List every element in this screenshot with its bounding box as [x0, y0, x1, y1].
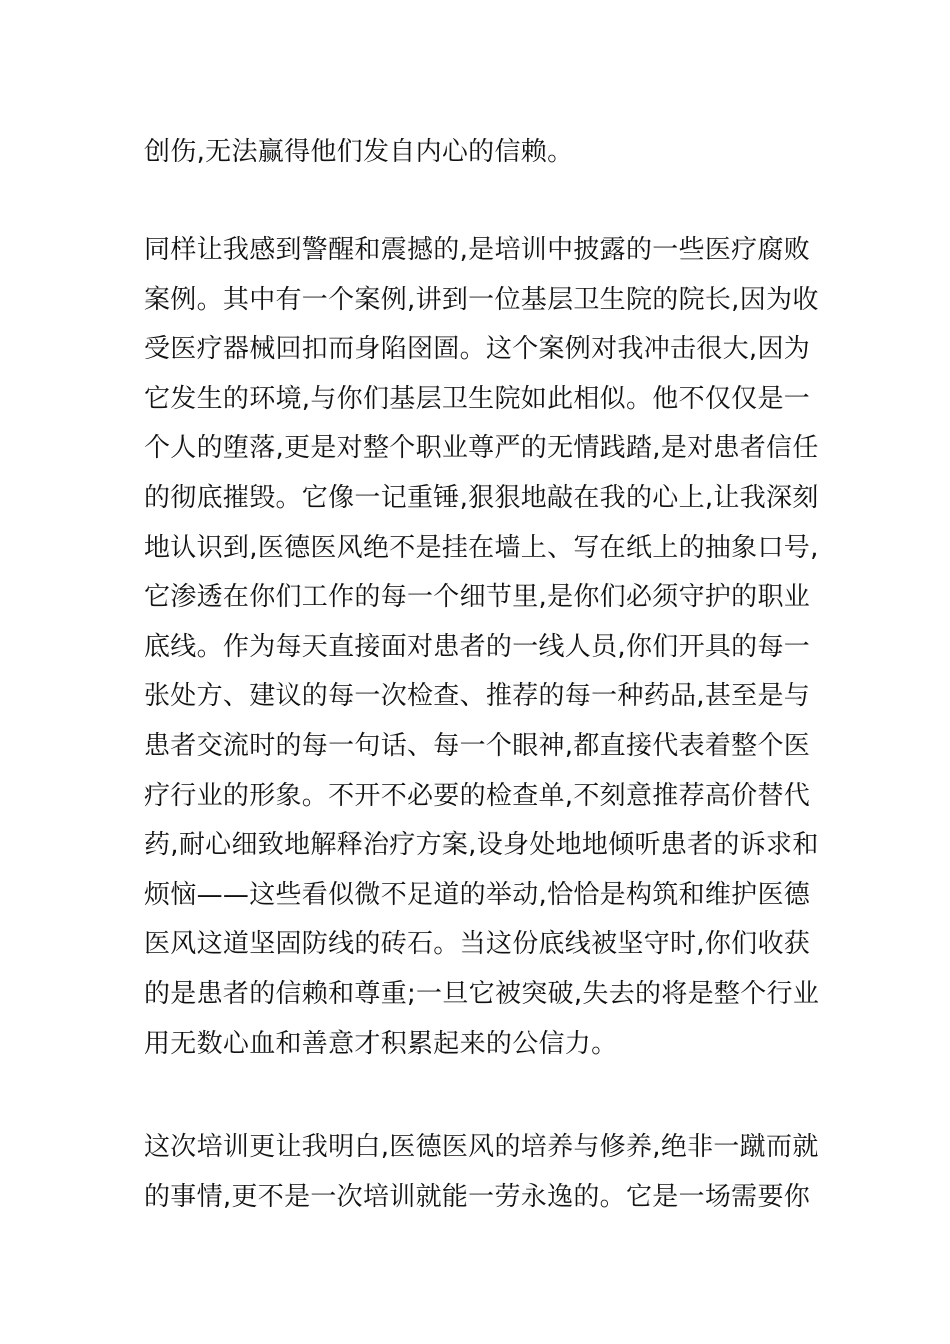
paragraph-line: 地认识到,医德医风绝不是挂在墙上、写在纸上的抽象口号,	[144, 532, 819, 563]
paragraph-line: 的彻底摧毁。它像一记重锤,狠狠地敲在我的心上,让我深刻	[144, 482, 819, 513]
paragraph-line: 创伤,无法赢得他们发自内心的信赖。	[144, 137, 574, 167]
paragraph-line: 张处方、建议的每一次检查、推荐的每一种药品,甚至是与	[144, 681, 811, 712]
paragraph-line: 它发生的环境,与你们基层卫生院如此相似。他不仅仅是一	[144, 383, 811, 414]
paragraph-line: 它渗透在你们工作的每一个细节里,是你们必须守护的职业	[144, 582, 811, 613]
paragraph-line: 这次培训更让我明白,医德医风的培养与修养,绝非一蹴而就	[144, 1132, 819, 1162]
paragraph-line: 的是患者的信赖和尊重;一旦它被突破,失去的将是整个行业	[144, 978, 820, 1009]
paragraph-line: 底线。作为每天直接面对患者的一线人员,你们开具的每一	[144, 631, 811, 662]
paragraph-line: 用无数心血和善意才积累起来的公信力。	[144, 1028, 618, 1059]
paragraph-line: 个人的堕落,更是对整个职业尊严的无情践踏,是对患者信任	[144, 433, 819, 464]
paragraph-3	[144, 1123, 819, 1222]
paragraph-line: 药,耐心细致地解释治疗方案,设身处地地倾听患者的诉求和	[144, 830, 819, 861]
paragraph-line: 受医疗器械回扣而身陷囹圄。这个案例对我冲击很大,因为	[144, 334, 811, 365]
paragraph-line: 烦恼——这些看似微不足道的举动,恰恰是构筑和维护医德	[144, 879, 811, 910]
paragraph-1	[144, 128, 814, 178]
paragraph-line: 案例。其中有一个案例,讲到一位基层卫生院的院长,因为收	[144, 284, 819, 315]
paragraph-2	[144, 226, 820, 1069]
paragraph-line: 疗行业的形象。不开不必要的检查单,不刻意推荐高价替代	[144, 780, 811, 811]
paragraph-line: 患者交流时的每一句话、每一个眼神,都直接代表着整个医	[144, 730, 811, 761]
paragraph-line: 的事情,更不是一次培训就能一劳永逸的。它是一场需要你	[144, 1181, 811, 1212]
paragraph-line: 医风这道坚固防线的砖石。当这份底线被坚守时,你们收获	[144, 929, 811, 960]
paragraph-line: 同样让我感到警醒和震撼的,是培训中披露的一些医疗腐败	[144, 235, 811, 265]
